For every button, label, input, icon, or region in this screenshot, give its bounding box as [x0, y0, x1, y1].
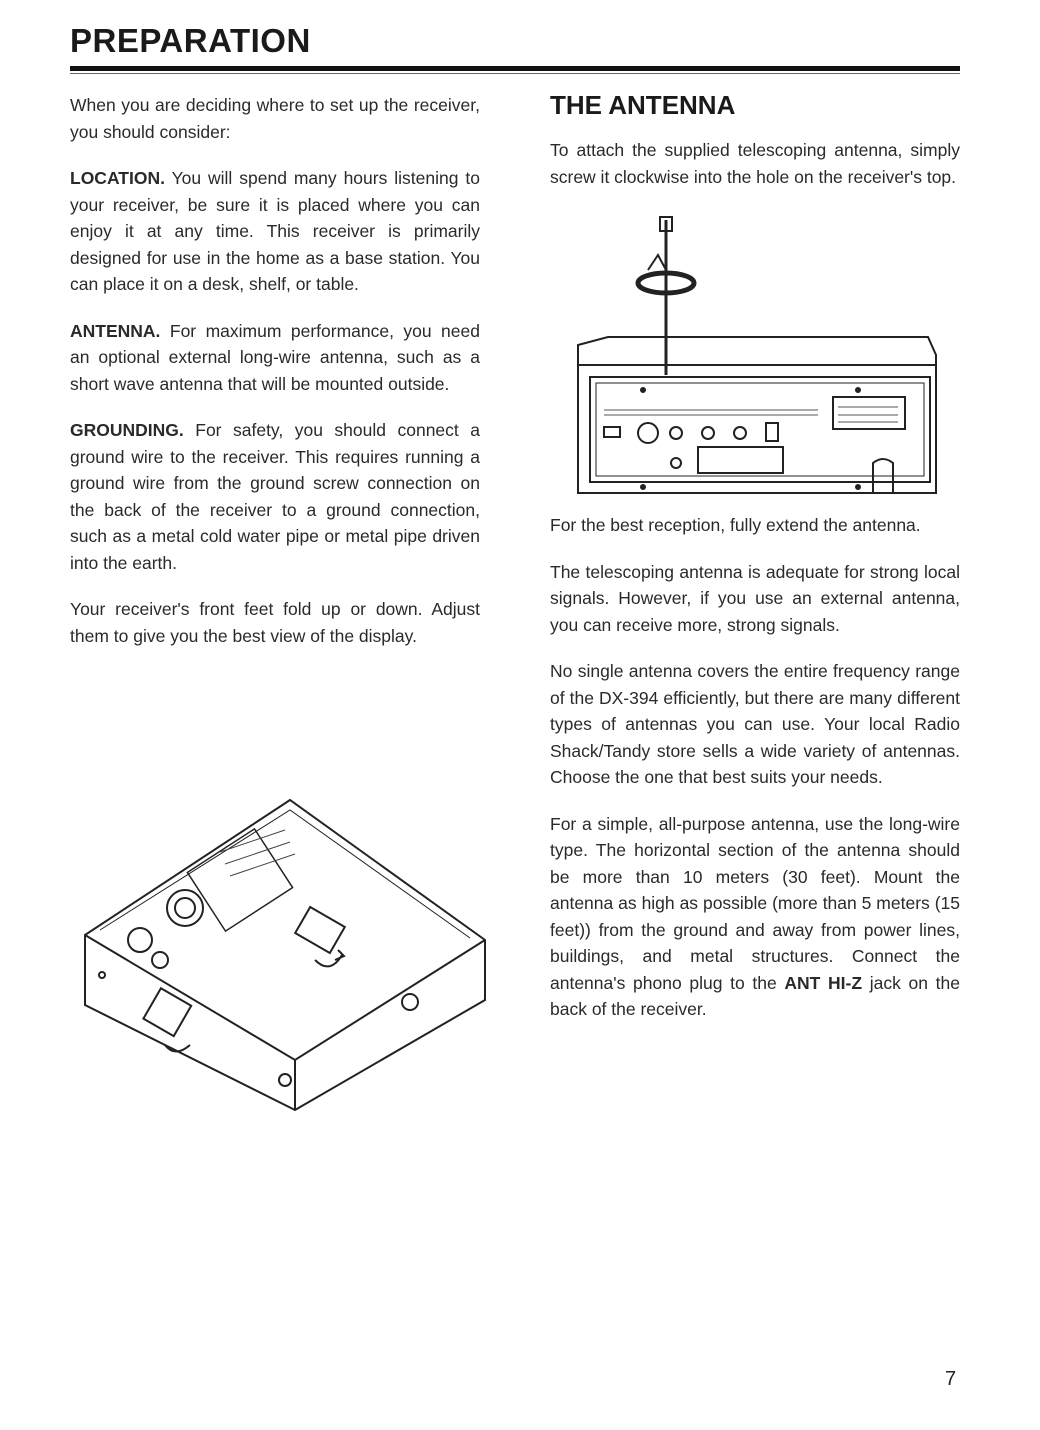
location-text: You will spend many hours listening to your receiver, be sure it is placed where you can enjoy it at any time. This receiver is primarily designed for use in the home as a base station. You can place it on a desk, shelf, or table.: [70, 168, 480, 294]
title-rule-thin: [70, 73, 960, 74]
telescoping-paragraph: The telescoping antenna is adequate for strong local signals. However, if you use an external antenna, you can receive more, strong signals.: [550, 561, 960, 635]
antenna-heading: ANTENNA.: [70, 320, 161, 341]
grounding-text: For safety, you should connect a ground wire to the receiver. This requires running a ground wire from the ground screw connection on the back of the receiver to a ground connection, such as a metal cold water pipe or metal pipe driven into the earth.: [70, 420, 480, 573]
antenna-text: For maximum performance, you need an optional external long-wire antenna, such as a short wave antenna that will be mounted outside.: [70, 320, 480, 394]
feet-paragraph: Your receiver's front feet fold up or down. Adjust them to give you the best view of the display.: [70, 599, 480, 646]
simple-antenna-paragraph: [550, 811, 960, 1023]
attach-paragraph: To attach the supplied telescoping antenna, simply screw it clockwise into the hole on the receiver's top.: [550, 140, 960, 187]
location-heading: LOCATION.: [70, 168, 165, 188]
extend-paragraph: For the best reception, fully extend the antenna.: [550, 515, 921, 535]
location-paragraph: [70, 165, 480, 298]
title-rule: [70, 66, 960, 71]
antenna-attach-illustration: [568, 215, 940, 500]
antenna-section-heading: THE ANTENNA: [550, 90, 736, 120]
simple-antenna-text-2: jack on the back of the receiver.: [550, 972, 960, 1019]
receiver-feet-illustration: [80, 790, 490, 1120]
right-column-bottom: [550, 512, 960, 1043]
simple-antenna-text-1: For a simple, all-purpose antenna, use the long-wire type. The horizontal section of the antenna should be more than 10 meters (30 feet). Mount the antenna as high as possible (more than 5 meters (15 feet)) from the ground and away from power lines, buildings, and metal structures. Connect the antenna's phono plug to the: [550, 813, 960, 993]
right-column-top: [550, 137, 960, 210]
page-title: PREPARATION: [70, 22, 311, 59]
antenna-paragraph: [70, 318, 480, 398]
grounding-paragraph: [70, 417, 480, 576]
ant-hiz-jack-label: ANT HI-Z: [784, 972, 863, 993]
no-single-antenna-paragraph: No single antenna covers the entire frequency range of the DX-394 efficiently, but there are many different types of antennas you can use. Your local Radio Shack/Tandy store sells a wide variety of antennas. Choose the one that best suits your needs.: [550, 661, 960, 787]
left-column: [70, 92, 480, 669]
grounding-heading: GROUNDING.: [70, 420, 184, 440]
page-number: 7: [945, 1368, 957, 1390]
intro-paragraph: When you are deciding where to set up the receiver, you should consider:: [70, 95, 480, 142]
